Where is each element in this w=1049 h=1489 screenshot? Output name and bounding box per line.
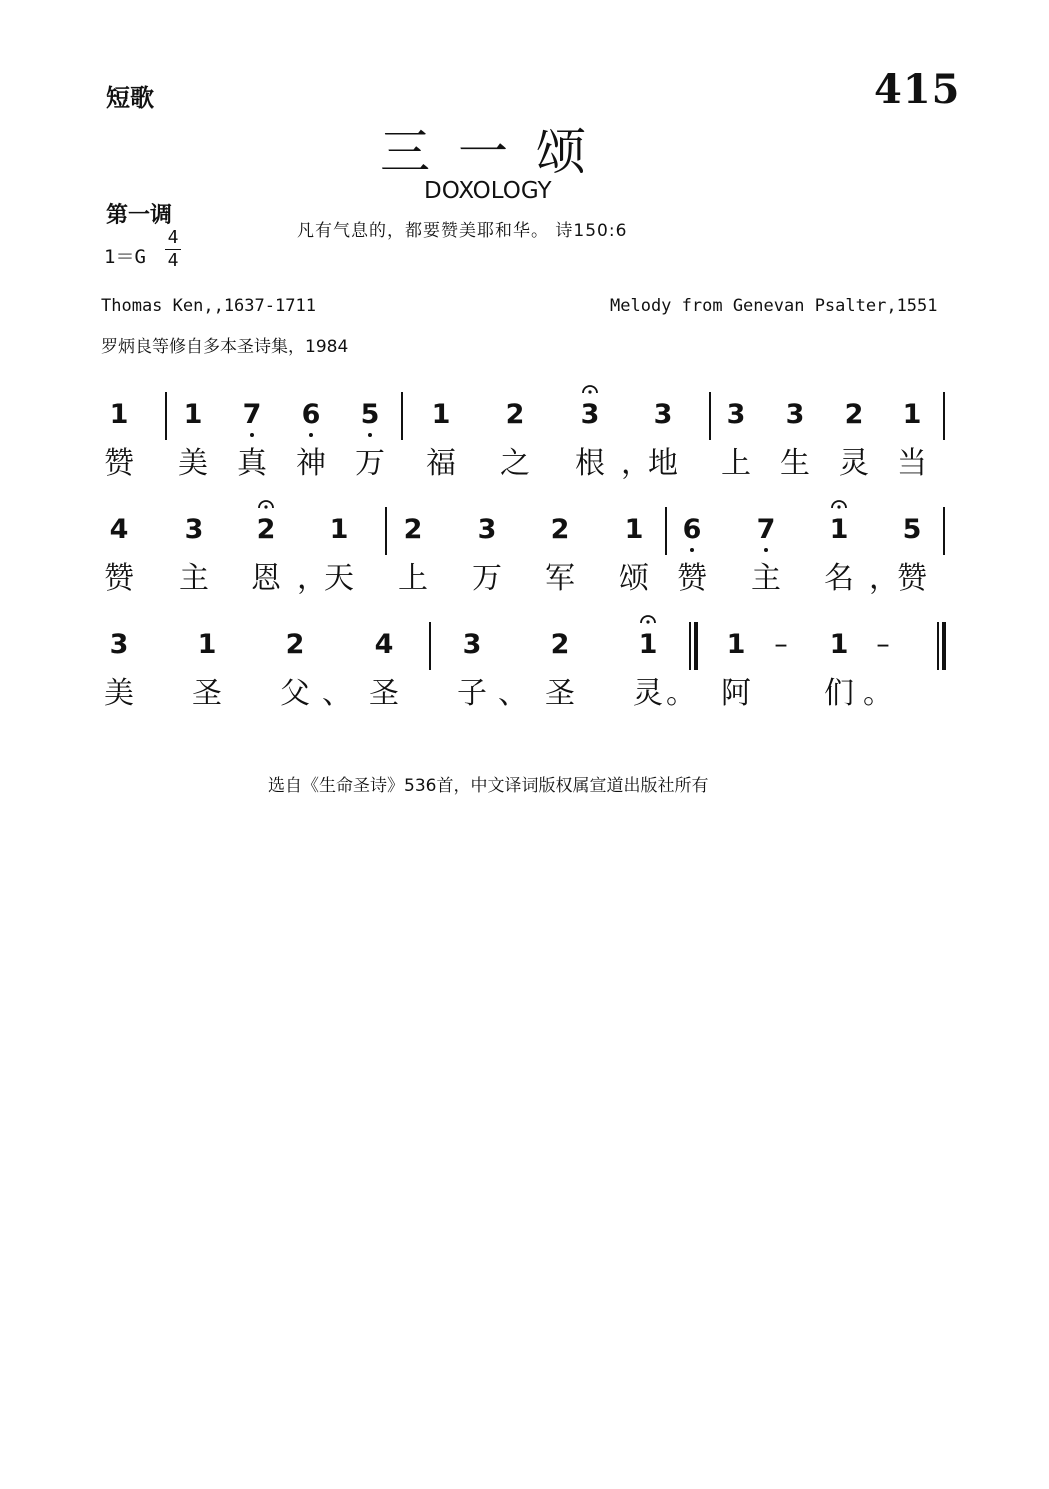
bar-line — [943, 392, 945, 440]
lyric-character: 军 — [545, 561, 575, 596]
melody-source: Melody from Genevan Psalter,1551 — [610, 296, 938, 316]
note: 1 — [109, 399, 129, 430]
note: 1 — [819, 514, 859, 546]
note: 3 — [726, 399, 746, 430]
note: 2 — [550, 514, 570, 545]
note: 1 — [329, 514, 349, 545]
lyric-character: 上 — [721, 446, 751, 481]
lyric-character: 地 — [648, 446, 678, 481]
lower-octave-dot — [250, 433, 254, 437]
double-bar-line — [694, 622, 698, 670]
double-bar-line — [937, 622, 939, 670]
lyric-character: 圣 — [192, 676, 222, 711]
lyric-character: 天 — [324, 561, 354, 596]
lyric-character: 圣 — [369, 676, 399, 711]
lyric-character: 们 — [824, 676, 854, 711]
lower-octave-dot — [368, 433, 372, 437]
note: 3 — [462, 629, 482, 660]
tie-dash: – — [774, 629, 788, 660]
lyric-character: 美 — [104, 676, 134, 711]
note: 3 — [109, 629, 129, 660]
fermata-mark — [257, 498, 275, 510]
tune-label: 第一调 — [106, 202, 173, 228]
note: 1 — [197, 629, 217, 660]
note: 1 — [726, 629, 746, 660]
note: 5 — [350, 399, 390, 431]
time-signature-bottom: 4 — [167, 250, 179, 271]
note: 2 — [505, 399, 525, 430]
note: 1 — [628, 629, 668, 661]
note: 3 — [184, 514, 204, 545]
lyric-character: 赞 — [897, 561, 927, 596]
lyric-punctuation: 。 — [666, 676, 696, 711]
bar-line — [709, 392, 711, 440]
note: 6 — [672, 514, 712, 546]
hymn-title-chinese: 三一颂 — [380, 123, 614, 181]
fermata-mark — [830, 498, 848, 510]
lyric-character: 万 — [355, 446, 385, 481]
lyric-character: 颂 — [619, 561, 649, 596]
bar-line — [401, 392, 403, 440]
double-bar-line — [942, 622, 946, 670]
lyric-character: 上 — [398, 561, 428, 596]
lyric-character: 父 — [280, 676, 310, 711]
category-label: 短歌 — [106, 83, 154, 112]
bar-line — [665, 507, 667, 555]
note: 1 — [431, 399, 451, 430]
lower-octave-dot — [309, 433, 313, 437]
note: 1 — [829, 629, 849, 660]
lyric-punctuation: ， — [621, 446, 651, 481]
bar-line — [943, 507, 945, 555]
fermata-mark — [639, 613, 657, 625]
note: 4 — [374, 629, 394, 660]
note: 3 — [785, 399, 805, 430]
lyric-character: 美 — [178, 446, 208, 481]
hymn-number: 415 — [874, 66, 961, 113]
lyric-character: 主 — [751, 561, 781, 596]
note: 2 — [844, 399, 864, 430]
note: 2 — [246, 514, 286, 546]
lyric-character: 赞 — [104, 561, 134, 596]
lyric-character: 赞 — [104, 446, 134, 481]
lyric-character: 根 — [575, 446, 605, 481]
lower-octave-dot — [690, 548, 694, 552]
note: 4 — [109, 514, 129, 545]
lyric-punctuation: ， — [869, 561, 899, 596]
lyric-character: 灵 — [633, 676, 663, 711]
lyric-character: 真 — [237, 446, 267, 481]
scripture-verse: 凡有气息的，都要赞美耶和华。 诗150:6 — [297, 221, 628, 241]
note: 6 — [291, 399, 331, 431]
lyric-character: 灵 — [839, 446, 869, 481]
note: 3 — [653, 399, 673, 430]
note: 3 — [477, 514, 497, 545]
lyric-punctuation: ， — [297, 561, 327, 596]
copyright-footer: 选自《生命圣诗》536首，中文译词版权属宣道出版社所有 — [268, 776, 709, 796]
lyric-character: 福 — [426, 446, 456, 481]
fermata-mark — [581, 383, 599, 395]
note: 7 — [746, 514, 786, 546]
hymn-title-english: DOXOLOGY — [424, 178, 552, 204]
lyric-character: 恩 — [251, 561, 281, 596]
lyric-character: 名 — [824, 561, 854, 596]
note: 1 — [624, 514, 644, 545]
note: 2 — [550, 629, 570, 660]
note: 1 — [902, 399, 922, 430]
tie-dash: – — [876, 629, 890, 660]
lyric-character: 神 — [296, 446, 326, 481]
time-signature-top: 4 — [167, 227, 179, 248]
lyric-punctuation: 、 — [322, 676, 352, 711]
lyric-author: Thomas Ken,,1637-1711 — [101, 296, 316, 316]
bar-line — [165, 392, 167, 440]
note: 7 — [232, 399, 272, 431]
lyric-punctuation: 。 — [863, 676, 893, 711]
lyric-character: 主 — [179, 561, 209, 596]
lyric-character: 子 — [457, 676, 487, 711]
lyric-character: 之 — [500, 446, 530, 481]
note: 3 — [570, 399, 610, 431]
translator-credit: 罗炳良等修自多本圣诗集，1984 — [101, 337, 349, 357]
note: 5 — [902, 514, 922, 545]
note: 1 — [183, 399, 203, 430]
time-signature — [165, 228, 181, 271]
double-bar-line — [689, 622, 691, 670]
lyric-punctuation: 、 — [498, 676, 528, 711]
bar-line — [385, 507, 387, 555]
note: 2 — [285, 629, 305, 660]
lyric-character: 万 — [472, 561, 502, 596]
lyric-character: 生 — [780, 446, 810, 481]
lyric-character: 圣 — [545, 676, 575, 711]
lyric-character: 阿 — [721, 676, 751, 711]
key-signature: 1＝G — [104, 246, 146, 268]
note: 2 — [403, 514, 423, 545]
lyric-character: 当 — [897, 446, 927, 481]
lower-octave-dot — [764, 548, 768, 552]
lyric-character: 赞 — [677, 561, 707, 596]
bar-line — [429, 622, 431, 670]
